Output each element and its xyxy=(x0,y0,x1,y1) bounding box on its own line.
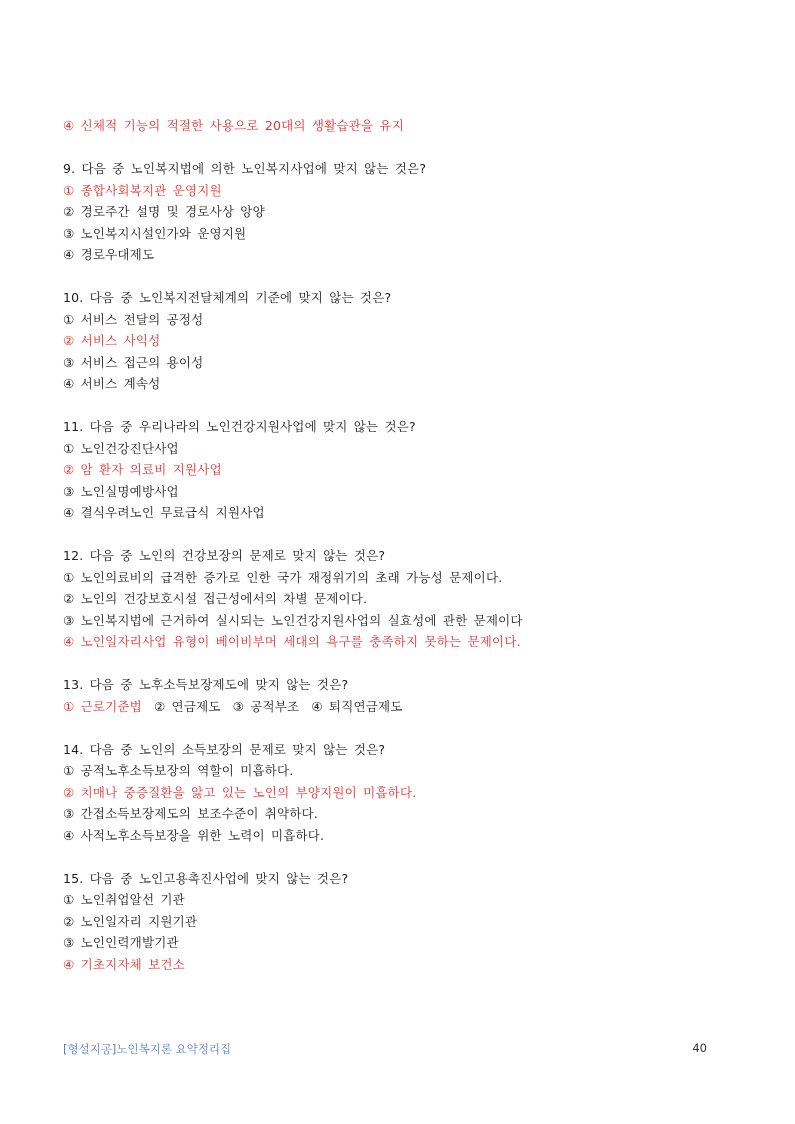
page-number: 40 xyxy=(692,1041,707,1055)
answer-option: ② 노인일자리 지원기관 xyxy=(63,913,198,929)
question-block xyxy=(63,115,743,137)
answer-option: ② 노인의 건강보호시설 접근성에서의 차별 문제이다. xyxy=(63,591,368,606)
answer-option: ④ 퇴직연금제도 xyxy=(311,698,403,714)
question-block xyxy=(63,868,743,976)
question-text: 10. 다음 중 노인복지전달체계의 기준에 맞지 않는 것은? xyxy=(63,290,392,305)
question-block xyxy=(63,416,743,524)
answer-option-correct: ② 치매나 중증질환을 앓고 있는 노인의 부양지원이 미흡하다. xyxy=(63,784,417,800)
answer-option: ④ 서비스 계속성 xyxy=(63,376,161,391)
answer-option: ① 공적노후소득보장의 역할이 미흡하다. xyxy=(63,763,294,778)
answer-option: ③ 노인실명예방사업 xyxy=(63,483,179,499)
answer-option: ③ 노인복지시설인가와 운영지원 xyxy=(63,225,247,241)
answer-option-correct: ④ 기초지자체 보건소 xyxy=(63,956,185,972)
answer-option: ④ 경로우대제도 xyxy=(63,247,155,262)
document-body xyxy=(63,115,743,997)
question-text: 12. 다음 중 노인의 건강보장의 문제로 맞지 않는 것은? xyxy=(63,548,386,563)
answer-option: ① 서비스 전달의 공정성 xyxy=(63,311,204,327)
answer-option-correct: ① 종합사회복지관 운영지원 xyxy=(63,182,222,198)
answer-option: ③ 서비스 접근의 용이성 xyxy=(63,354,204,370)
footer-title: [형설지공]노인복지론 요약정리집 xyxy=(63,1042,232,1056)
answer-option-correct: ④ 신체적 기능의 적절한 사용으로 20대의 생활습관을 유지 xyxy=(63,118,404,133)
question-text: 15. 다음 중 노인고용촉진사업에 맞지 않는 것은? xyxy=(63,870,349,886)
question-block xyxy=(63,158,743,266)
answer-option: ① 노인취업알선 기관 xyxy=(63,892,185,907)
answer-option: ④ 결식우려노인 무료급식 지원사업 xyxy=(63,505,265,520)
answer-option: ② 경로주간 설명 및 경로사상 앙양 xyxy=(63,204,265,219)
question-text: 9. 다음 중 노인복지법에 의한 노인복지사업에 맞지 않는 것은? xyxy=(63,161,427,176)
answer-option-correct: ① 근로기준법 xyxy=(63,698,142,714)
question-text: 11. 다음 중 우리나라의 노인건강지원사업에 맞지 않는 것은? xyxy=(63,419,416,434)
answer-option: ① 노인의료비의 급격한 증가로 인한 국가 재정위기의 초래 가능성 문제이다. xyxy=(63,569,503,585)
answer-option: ③ 노인인력개발기관 xyxy=(63,935,179,950)
question-text: 14. 다음 중 노인의 소득보장의 문제로 맞지 않는 것은? xyxy=(63,741,386,757)
question-block xyxy=(63,674,743,717)
answer-option: ③ 노인복지법에 근거하여 실시되는 노인건강지원사업의 실효성에 관한 문제이다 xyxy=(63,612,523,628)
question-block xyxy=(63,739,743,847)
answer-option: ③ 간접소득보장제도의 보조수준이 취약하다. xyxy=(63,806,319,821)
question-text: 13. 다음 중 노후소득보장제도에 맞지 않는 것은? xyxy=(63,677,349,692)
answer-option: ④ 사적노후소득보장을 위한 노력이 미흡하다. xyxy=(63,827,325,843)
answer-option: ③ 공적부조 xyxy=(232,698,300,714)
answer-option: ① 노인건강진단사업 xyxy=(63,440,179,456)
answer-option-correct: ② 서비스 사익성 xyxy=(63,333,161,348)
question-block xyxy=(63,287,743,395)
answer-option: ② 연금제도 xyxy=(153,698,221,714)
question-block xyxy=(63,545,743,653)
answer-option-correct: ④ 노인일자리사업 유형이 베이비부머 세대의 욕구를 충족하지 못하는 문제이다. xyxy=(63,634,521,649)
options-row xyxy=(63,696,743,718)
answer-option-correct: ② 암 환자 의료비 지원사업 xyxy=(63,462,222,477)
